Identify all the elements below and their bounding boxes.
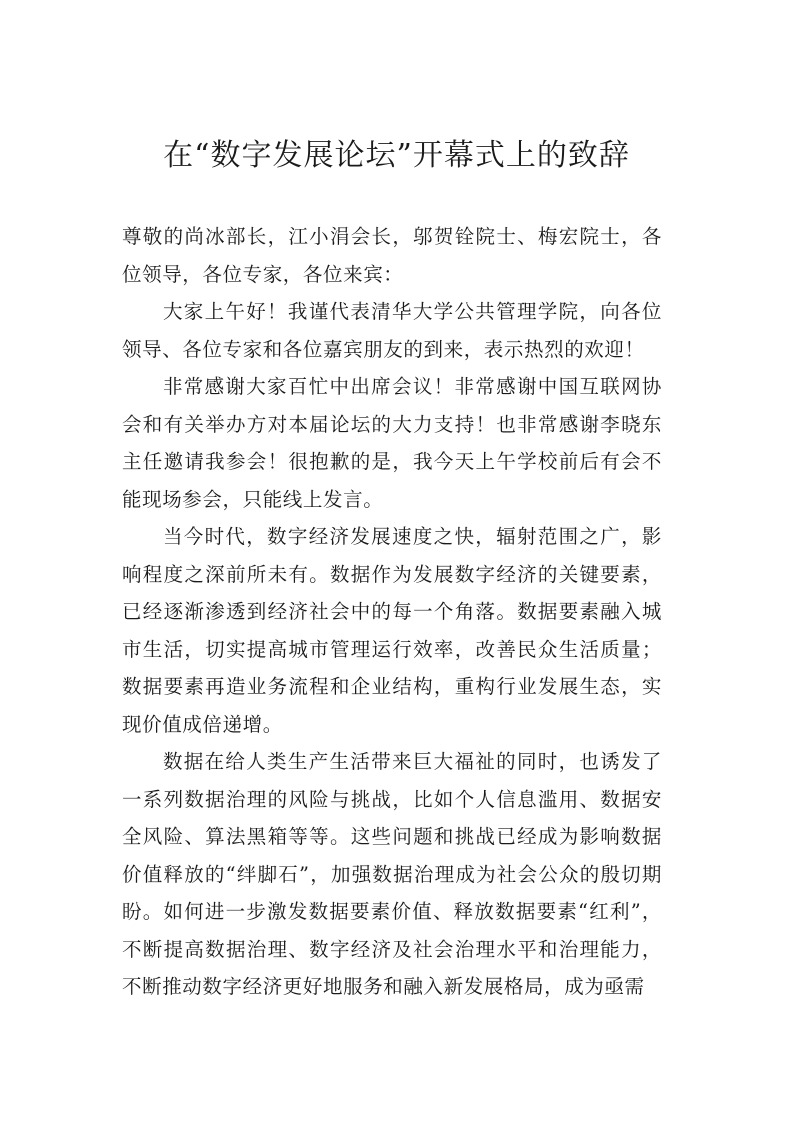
salutation: 尊敬的尚冰部长，江小涓会长，邬贺铨院士、梅宏院士，各位领导，各位专家，各位来宾： <box>122 225 662 286</box>
document-title: 在“数字发展论坛”开幕式上的致辞 <box>163 138 630 173</box>
paragraph: 数据在给人类生产生活带来巨大福祉的同时，也诱发了一系列数据治理的风险与挑战，比如个人信息滥用、数据安全风险、算法黑箱等等。这些问题和挑战已经成为影响数据价值释放的“绊脚石”，加强数据治理成为社会公众的殷切期盼。如何进一步激发数据要素价值、释放数据要素“红利”，不断提高数据治理、数字经济及社会治理水平和治理能力，不断推动数字经济更好地服务和融入新发展格局，成为亟需 <box>122 750 662 998</box>
document-body <box>122 218 662 1006</box>
paragraph: 大家上午好！我谨代表清华大学公共管理学院，向各位领导、各位专家和各位嘉宾朋友的到来，表示热烈的欢迎！ <box>122 300 662 361</box>
paragraph: 当今时代，数字经济发展速度之快，辐射范围之广，影响程度之深前所未有。数据作为发展数字经济的关键要素，已经逐渐渗透到经济社会中的每一个角落。数据要素融入城市生活，切实提高城市管理运行效率，改善民众生活质量；数据要素再造业务流程和企业结构，重构行业发展生态，实现价值成倍递增。 <box>122 525 662 736</box>
paragraph: 非常感谢大家百忙中出席会议！非常感谢中国互联网协会和有关举办方对本届论坛的大力支持！也非常感谢李晓东主任邀请我参会！很抱歉的是，我今天上午学校前后有会不能现场参会，只能线上发言。 <box>122 375 662 511</box>
